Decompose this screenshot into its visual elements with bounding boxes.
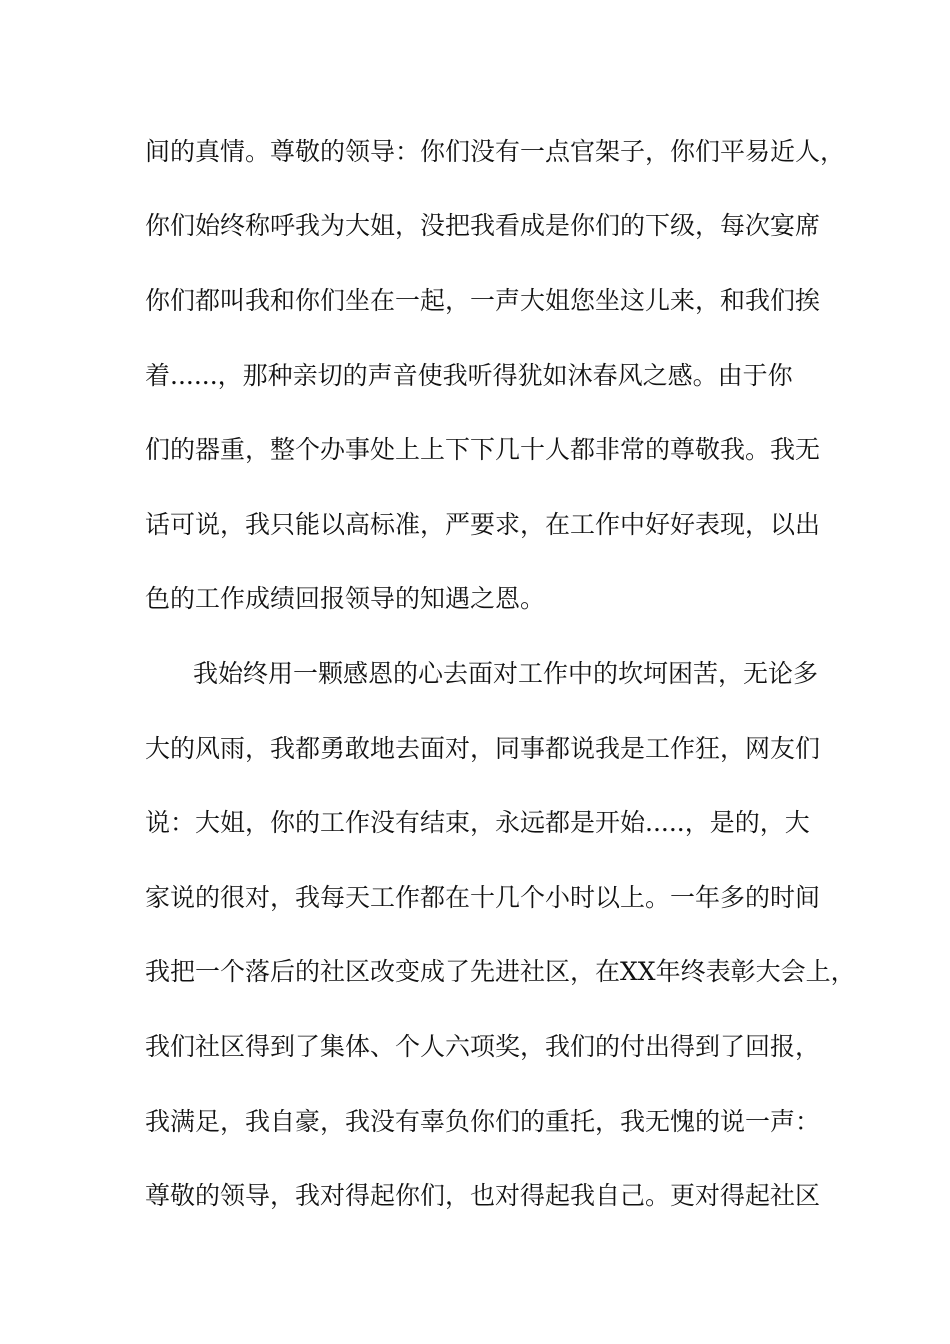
text-line: 色的工作成绩回报领导的知遇之恩。 [145, 584, 546, 613]
text-line: 我们社区得到了集体、个人六项奖，我们的付出得到了回报， [145, 1032, 821, 1061]
text-line: 说：大姐，你的工作没有结束，永远都是开始.....，是的，大 [145, 808, 810, 837]
text-line: 大的风雨，我都勇敢地去面对，同事都说我是工作狂，网友们 [145, 734, 821, 763]
text-line: 你们都叫我和你们坐在一起，一声大姐您坐这儿来，和我们挨 [145, 286, 821, 315]
text-line: 尊敬的领导，我对得起你们，也对得起我自己。更对得起社区 [145, 1181, 821, 1210]
text-line: 我把一个落后的社区改变成了先进社区，在XX年终表彰大会上， [145, 957, 856, 986]
text-line: 间的真情。尊敬的领导：你们没有一点官架子，你们平易近人， [145, 137, 846, 166]
paragraph-first-line: 我始终用一颗感恩的心去面对工作中的坎坷困苦，无论多 [193, 659, 819, 688]
text-line: 我满足，我自豪，我没有辜负你们的重托，我无愧的说一声： [145, 1107, 821, 1136]
text-line: 家说的很对，我每天工作都在十几个小时以上。一年多的时间 [145, 883, 821, 912]
text-line: 话可说，我只能以高标准，严要求，在工作中好好表现，以出 [145, 510, 821, 539]
text-line: 们的器重，整个办事处上上下下几十人都非常的尊敬我。我无 [145, 435, 821, 464]
text-line: 你们始终称呼我为大姐，没把我看成是你们的下级，每次宴席 [145, 211, 821, 240]
text-line: 着......，那种亲切的声音使我听得犹如沐春风之感。由于你 [145, 361, 793, 390]
